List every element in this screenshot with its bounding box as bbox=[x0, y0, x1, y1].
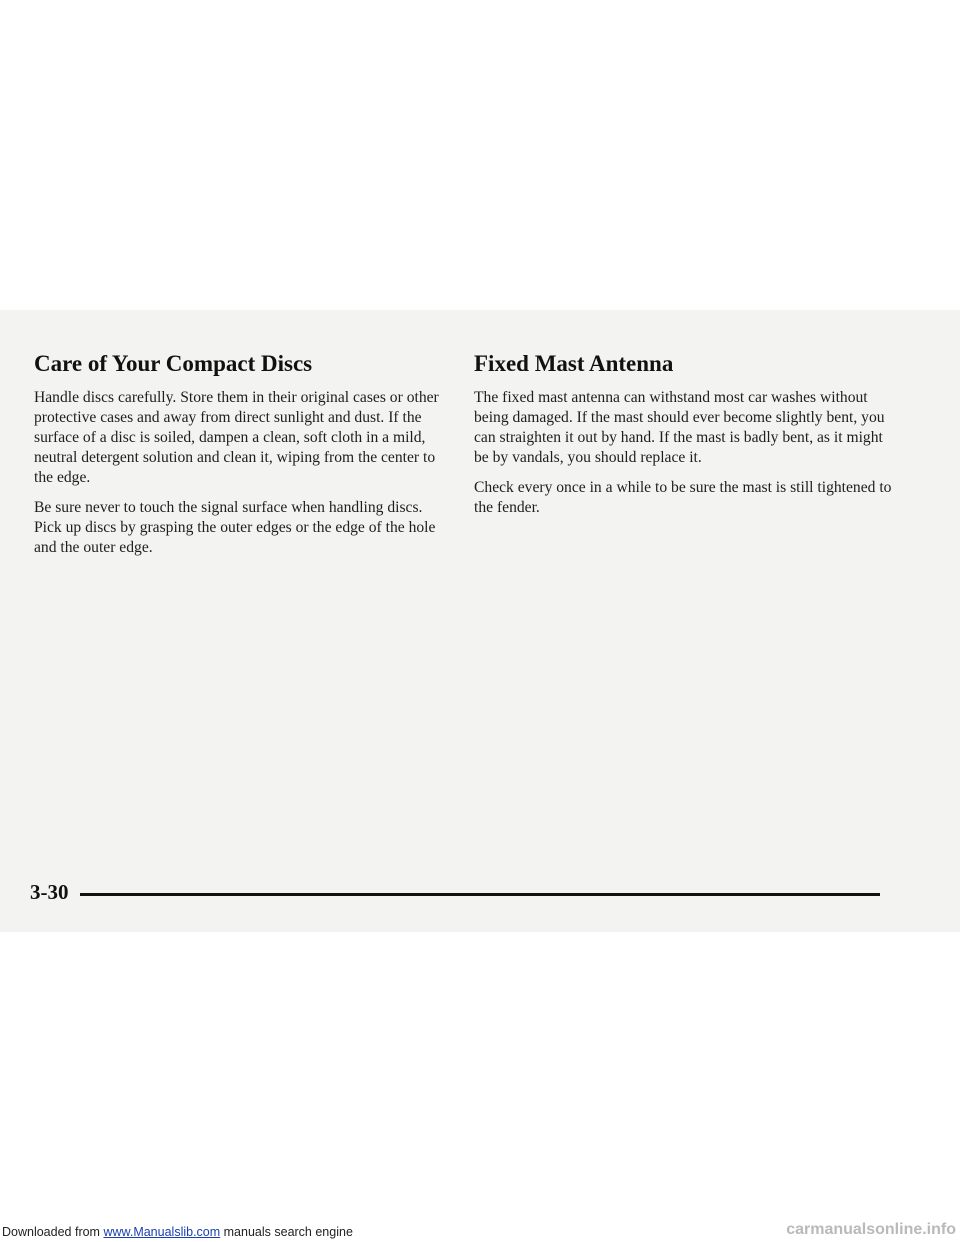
footer-prefix: Downloaded from bbox=[2, 1225, 104, 1239]
footer bbox=[0, 1221, 960, 1242]
right-column bbox=[474, 350, 894, 528]
footer-suffix: manuals search engine bbox=[220, 1225, 353, 1239]
manualslib-link[interactable]: www.Manualslib.com bbox=[103, 1225, 221, 1239]
footer-download-note bbox=[2, 1225, 353, 1239]
paragraph-car-washes: The fixed mast antenna can withstand most car washes without being damaged. If the mast should ever become slightly bent, you can straighten it out by hand. If the mast is badly bent, as it might be by vandals, you should replace it. bbox=[474, 389, 885, 466]
paragraph-signal-surface: Be sure never to touch the signal surface when handling discs. Pick up discs by grasping the outer edges or the edge of the hole and the outer edge. bbox=[34, 499, 436, 556]
paragraph-handle-discs: Handle discs carefully. Store them in their original cases or other protective cases and away from direct sunlight and dust. If the surface of a disc is soiled, dampen a clean, soft cloth in a mild, neutral detergent solution and clean it, wiping from the center to the edge. bbox=[34, 389, 439, 486]
page-divider-rule bbox=[80, 893, 880, 896]
watermark-text: carmanualsonline.info bbox=[786, 1221, 956, 1238]
page-number: 3-30 bbox=[30, 880, 69, 904]
heading-fixed-mast-antenna: Fixed Mast Antenna bbox=[474, 351, 674, 376]
left-column bbox=[34, 350, 444, 568]
heading-care-of-compact-discs: Care of Your Compact Discs bbox=[34, 351, 313, 376]
paragraph-check-mast: Check every once in a while to be sure the mast is still tightened to the fender. bbox=[474, 479, 892, 516]
